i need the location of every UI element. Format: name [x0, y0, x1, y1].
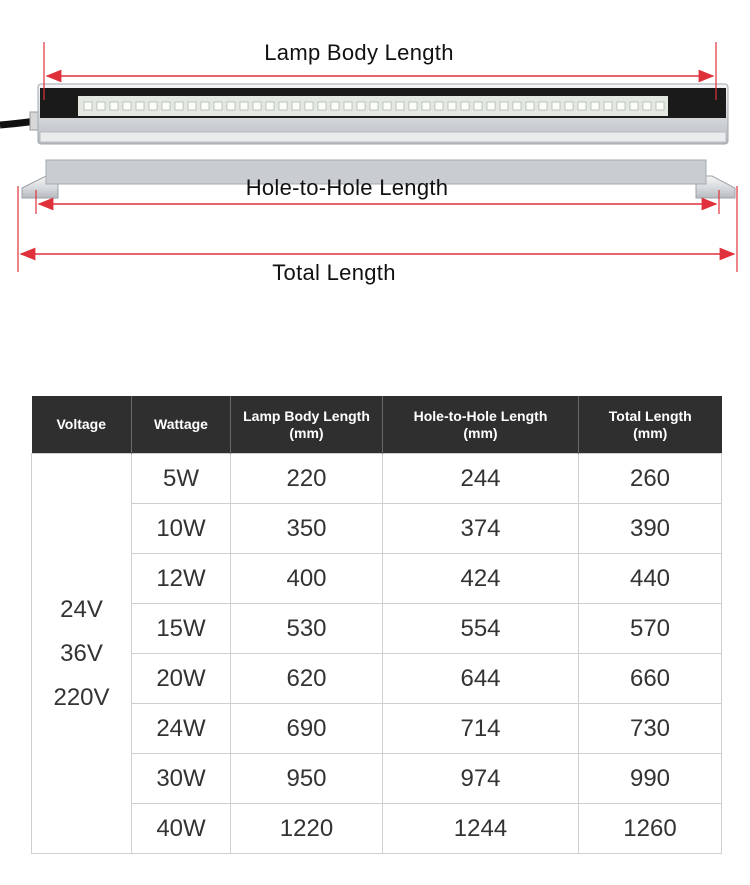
led-chip	[539, 102, 547, 110]
lamp-body-length-label: Lamp Body Length	[264, 40, 454, 65]
led-chip	[201, 102, 209, 110]
hole-to-hole-length-cell: 374	[383, 504, 579, 554]
led-chip	[344, 102, 352, 110]
wattage-cell: 15W	[132, 604, 231, 654]
led-chip	[630, 102, 638, 110]
led-chip	[513, 102, 521, 110]
table-row	[32, 554, 722, 604]
led-chip	[331, 102, 339, 110]
total-length-cell: 570	[579, 604, 722, 654]
led-chip	[292, 102, 300, 110]
led-chip	[253, 102, 261, 110]
led-chip	[422, 102, 430, 110]
led-chip	[643, 102, 651, 110]
hole-to-hole-length-cell: 424	[383, 554, 579, 604]
table-row	[32, 604, 722, 654]
header-voltage: Voltage	[32, 396, 132, 454]
led-chip	[604, 102, 612, 110]
led-chip	[578, 102, 586, 110]
header-hole-to-hole-length: Hole-to-Hole Length (mm)	[383, 396, 579, 454]
led-chip	[266, 102, 274, 110]
lamp-body-length-cell: 220	[231, 454, 383, 504]
total-length-cell: 390	[579, 504, 722, 554]
led-chip	[383, 102, 391, 110]
wattage-cell: 12W	[132, 554, 231, 604]
voltage-value: 36V	[60, 639, 103, 667]
header-lamp-body-length: Lamp Body Length (mm)	[231, 396, 383, 454]
lamp-dimension-diagram	[0, 0, 750, 300]
total-length-label: Total Length	[272, 260, 396, 285]
hole-to-hole-length-cell: 714	[383, 704, 579, 754]
lamp-body-length-cell: 1220	[231, 804, 383, 854]
led-chip	[305, 102, 313, 110]
table-row	[32, 454, 722, 504]
led-chip	[487, 102, 495, 110]
led-chip	[240, 102, 248, 110]
led-chip	[552, 102, 560, 110]
table-header-row	[32, 396, 722, 454]
led-chip	[227, 102, 235, 110]
lamp-body-length-cell: 400	[231, 554, 383, 604]
led-chip	[435, 102, 443, 110]
led-chip	[136, 102, 144, 110]
table-row	[32, 504, 722, 554]
total-length-cell: 260	[579, 454, 722, 504]
led-chip	[188, 102, 196, 110]
led-chip	[162, 102, 170, 110]
led-chip	[318, 102, 326, 110]
lamp-body-length-cell: 690	[231, 704, 383, 754]
header-wattage: Wattage	[132, 396, 231, 454]
total-length-cell: 1260	[579, 804, 722, 854]
wattage-cell: 24W	[132, 704, 231, 754]
led-chip	[461, 102, 469, 110]
led-chip	[448, 102, 456, 110]
voltage-cell	[32, 454, 132, 854]
led-chip	[617, 102, 625, 110]
header-total-length: Total Length (mm)	[579, 396, 722, 454]
wattage-cell: 10W	[132, 504, 231, 554]
led-chip	[565, 102, 573, 110]
led-chip	[97, 102, 105, 110]
led-chip	[370, 102, 378, 110]
lamp-body-length-cell: 950	[231, 754, 383, 804]
wattage-cell: 5W	[132, 454, 231, 504]
hole-to-hole-length-cell: 974	[383, 754, 579, 804]
lamp-lower-housing	[40, 132, 726, 142]
voltage-value: 220V	[53, 683, 110, 711]
table-row	[32, 654, 722, 704]
wattage-cell: 40W	[132, 804, 231, 854]
led-chip	[500, 102, 508, 110]
lamp-body-length-cell: 620	[231, 654, 383, 704]
led-chip	[110, 102, 118, 110]
led-chip	[149, 102, 157, 110]
wattage-cell: 30W	[132, 754, 231, 804]
table-row	[32, 704, 722, 754]
lamp-body-length-cell: 530	[231, 604, 383, 654]
total-length-cell: 730	[579, 704, 722, 754]
led-chip	[474, 102, 482, 110]
led-chip	[357, 102, 365, 110]
led-chip	[123, 102, 131, 110]
hole-to-hole-length-cell: 554	[383, 604, 579, 654]
hole-to-hole-length-cell: 244	[383, 454, 579, 504]
hole-to-hole-length-cell: 1244	[383, 804, 579, 854]
lamp-body-length-cell: 350	[231, 504, 383, 554]
led-chip	[396, 102, 404, 110]
table-row	[32, 754, 722, 804]
led-chip	[409, 102, 417, 110]
total-length-cell: 660	[579, 654, 722, 704]
total-length-cell: 990	[579, 754, 722, 804]
led-chip	[175, 102, 183, 110]
wattage-cell: 20W	[132, 654, 231, 704]
specification-table	[31, 396, 722, 854]
led-chip	[84, 102, 92, 110]
led-chip	[591, 102, 599, 110]
hole-to-hole-length-label: Hole-to-Hole Length	[245, 175, 449, 200]
led-chip	[526, 102, 534, 110]
total-length-cell: 440	[579, 554, 722, 604]
led-chip	[656, 102, 664, 110]
led-chip	[279, 102, 287, 110]
hole-to-hole-length-cell: 644	[383, 654, 579, 704]
table-row	[32, 804, 722, 854]
led-chip	[214, 102, 222, 110]
voltage-value: 24V	[60, 595, 103, 623]
